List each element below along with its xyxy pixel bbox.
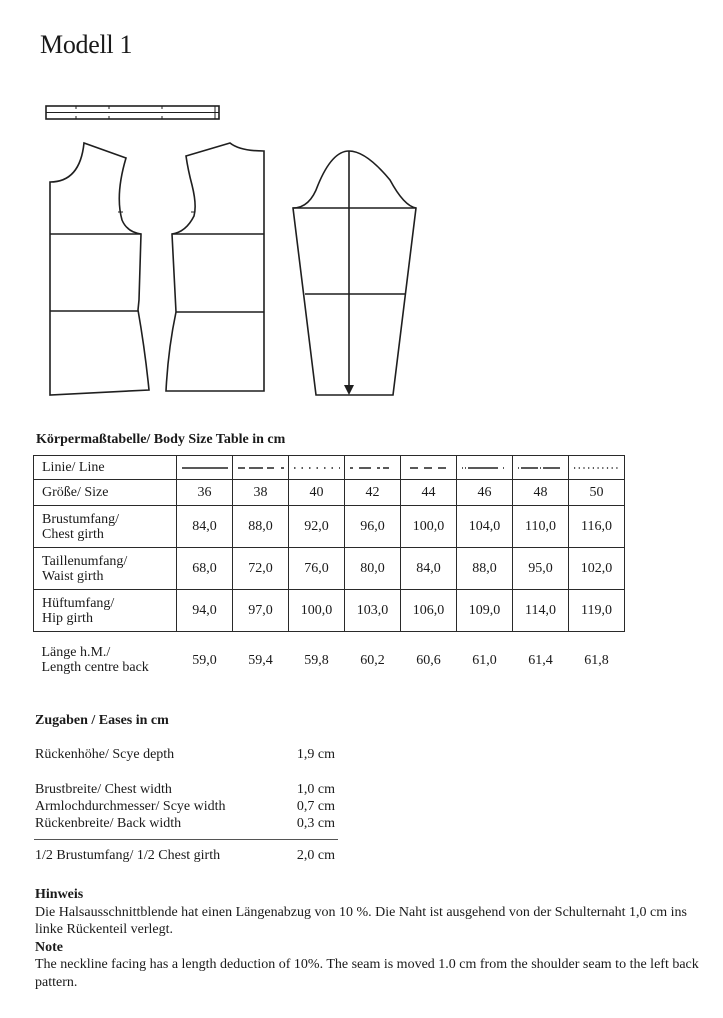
eases-title: Zugaben / Eases in cm — [35, 713, 169, 728]
size-cell: 38 — [233, 480, 289, 506]
table-cell: 119,0 — [569, 590, 625, 632]
table-cell: 96,0 — [345, 506, 401, 548]
table-cell: 61,4 — [528, 652, 553, 668]
table-cell: 114,0 — [513, 590, 569, 632]
table-cell: 88,0 — [457, 548, 513, 590]
ease-label: Armlochdurchmesser/ Scye width — [35, 799, 226, 814]
size-cell: 36 — [177, 480, 233, 506]
size-cell: 48 — [513, 480, 569, 506]
ease-label: Rückenhöhe/ Scye depth — [35, 747, 175, 762]
table-row-hip — [34, 590, 625, 632]
line-style-46 — [457, 456, 513, 480]
table-cell: 59,4 — [248, 652, 273, 668]
note-heading-de: Hinweis — [35, 887, 84, 902]
size-cell: 50 — [569, 480, 625, 506]
eases-section — [35, 713, 338, 865]
line-style-42 — [345, 456, 401, 480]
page-title: Modell 1 — [40, 30, 133, 59]
table-cell: 61,0 — [472, 652, 497, 668]
line-style-50 — [569, 456, 625, 480]
note-heading-en: Note — [35, 939, 63, 955]
table-cell: 116,0 — [569, 506, 625, 548]
table-cell: 68,0 — [177, 548, 233, 590]
sleeve-piece — [293, 151, 416, 395]
line-style-48 — [513, 456, 569, 480]
ease-row-half-chest-girth — [35, 848, 335, 865]
pattern-drawing — [0, 95, 723, 405]
table-cell: 110,0 — [513, 506, 569, 548]
table-cell: 94,0 — [177, 590, 233, 632]
notes-section — [35, 886, 705, 991]
table-cell: 102,0 — [569, 548, 625, 590]
line-style-40 — [289, 456, 345, 480]
table-cell: 106,0 — [401, 590, 457, 632]
ease-label: Brustbreite/ Chest width — [35, 782, 172, 797]
table-cell: 72,0 — [233, 548, 289, 590]
line-label: Linie/ Line — [34, 456, 177, 480]
table-row-line-styles — [34, 456, 625, 480]
line-style-36 — [177, 456, 233, 480]
ease-row-back-width — [35, 816, 335, 833]
table-cell: 60,6 — [416, 652, 441, 668]
ease-label: 1/2 Brustumfang/ 1/2 Chest girth — [35, 848, 221, 863]
table-cell: 59,0 — [192, 652, 217, 668]
table-cell: 97,0 — [233, 590, 289, 632]
table-cell: 61,8 — [584, 652, 609, 668]
line-style-44 — [401, 456, 457, 480]
ease-row-scye-depth — [35, 747, 335, 764]
collar-strip-piece — [46, 106, 219, 119]
table-cell: 92,0 — [289, 506, 345, 548]
size-cell: 46 — [457, 480, 513, 506]
table-cell: 95,0 — [513, 548, 569, 590]
ease-divider — [34, 839, 338, 840]
table-row-chest — [34, 506, 625, 548]
table-cell: 60,2 — [360, 652, 385, 668]
table-cell: 76,0 — [289, 548, 345, 590]
table-row-length — [34, 632, 625, 689]
table-row-sizes — [34, 480, 625, 506]
line-style-38 — [233, 456, 289, 480]
back-bodice-piece — [166, 143, 264, 391]
hip-girth-label: Hüftumfang/ Hip girth — [34, 590, 177, 632]
size-table-title: Körpermaßtabelle/ Body Size Table in cm — [36, 432, 286, 447]
grainline-arrow-icon — [344, 385, 354, 395]
length-centre-back-label: Länge h.M./ Length centre back — [41, 645, 149, 675]
table-cell: 103,0 — [345, 590, 401, 632]
table-cell: 109,0 — [457, 590, 513, 632]
size-cell: 40 — [289, 480, 345, 506]
size-label: Größe/ Size — [34, 480, 177, 506]
front-bodice-piece — [50, 143, 149, 395]
ease-value: 1,9 cm — [296, 747, 335, 762]
table-cell: 84,0 — [401, 548, 457, 590]
ease-label: Rückenbreite/ Back width — [35, 816, 182, 831]
table-cell: 104,0 — [457, 506, 513, 548]
waist-girth-label: Taillenumfang/ Waist girth — [34, 548, 177, 590]
table-cell: 80,0 — [345, 548, 401, 590]
ease-row-scye-width — [35, 799, 335, 816]
ease-value: 0,7 cm — [296, 799, 335, 814]
ease-value: 2,0 cm — [296, 848, 335, 863]
table-cell: 100,0 — [401, 506, 457, 548]
table-cell: 84,0 — [177, 506, 233, 548]
table-cell: 100,0 — [289, 590, 345, 632]
table-cell: 59,8 — [304, 652, 329, 668]
table-row-waist — [34, 548, 625, 590]
body-size-table — [33, 455, 625, 688]
table-cell: 88,0 — [233, 506, 289, 548]
size-cell: 42 — [345, 480, 401, 506]
ease-value: 1,0 cm — [296, 782, 335, 797]
note-text-de: Die Halsausschnittblende hat einen Längenabzug von 10 %. Die Naht ist ausgehend von der Schulternaht 1,0 cm ins linke Rückenteil verlegt. — [35, 904, 687, 937]
ease-row-chest-width — [35, 782, 335, 799]
ease-value: 0,3 cm — [296, 816, 335, 831]
note-text-en: The neckline facing has a length deduction of 10%. The seam is moved 1.0 cm from the shoulder seam to the left back pattern. — [35, 957, 699, 990]
size-cell: 44 — [401, 480, 457, 506]
chest-girth-label: Brustumfang/ Chest girth — [34, 506, 177, 548]
